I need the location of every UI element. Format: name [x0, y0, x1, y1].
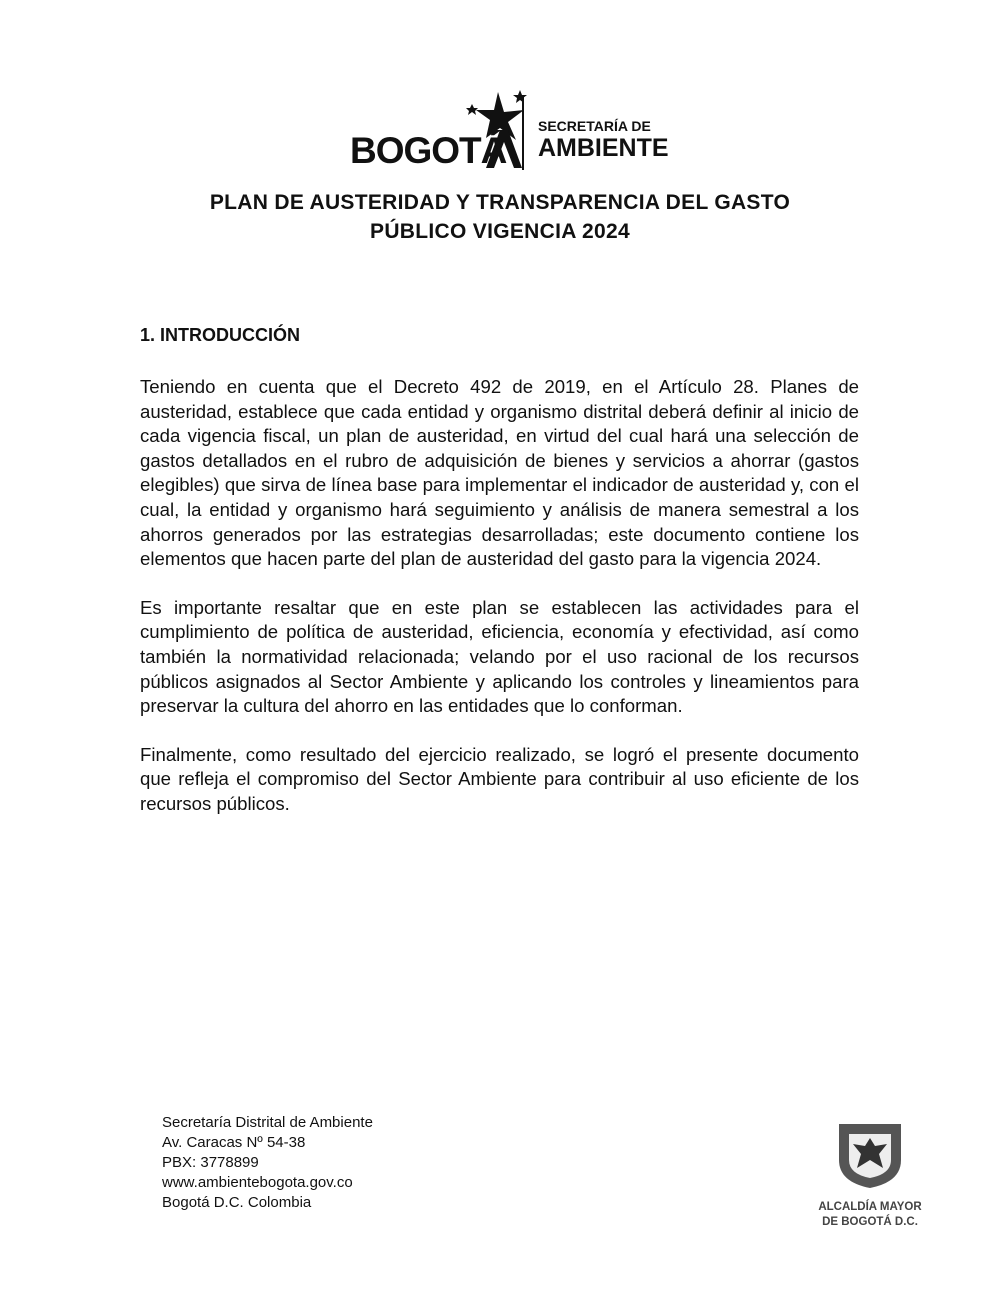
- secretaria-line2: AMBIENTE: [538, 134, 669, 162]
- secretaria-line1: SECRETARÍA DE: [538, 118, 651, 134]
- seal-line1: ALCALDÍA MAYOR: [818, 1201, 922, 1213]
- title-line1: PLAN DE AUSTERIDAD Y TRANSPARENCIA DEL GASTO: [209, 191, 791, 214]
- coat-of-arms-icon: [835, 1120, 905, 1190]
- paragraph: Es importante resaltar que en este plan se establecen las actividades para el cumplimiento de política de austeridad, eficiencia, economía y efectividad, así como también la normatividad relacionada; velando por el uso racional de los recursos públicos asignados al Sector Ambiente y aplicando los controles y lineamientos para preservar la cultura del ahorro en las entidades que lo conforman.: [140, 596, 859, 717]
- section-heading: 1. INTRODUCCIÓN: [140, 325, 301, 345]
- seal-line2: DE BOGOTÁ D.C.: [822, 1216, 918, 1228]
- footer-line: PBX: 3778899: [162, 1154, 259, 1171]
- footer-line: Secretaría Distrital de Ambiente: [162, 1114, 373, 1131]
- alcaldia-label: [800, 1200, 940, 1230]
- footer-line: www.ambientebogota.gov.co: [162, 1174, 353, 1191]
- document-title: [100, 188, 900, 246]
- title-line2: PÚBLICO VIGENCIA 2024: [370, 220, 630, 243]
- footer-line: Bogotá D.C. Colombia: [162, 1194, 312, 1211]
- logo-divider: [522, 95, 524, 170]
- paragraph: Teniendo en cuenta que el Decreto 492 de 2019, en el Artículo 28. Planes de austeridad, establece que cada entidad y organismo distrital deberá definir al inicio de cada vigencia fiscal, un plan de austeridad, en virtud del cual hará una selección de gastos detallados en el rubro de adquisición de bienes y servicios a ahorrar (gastos elegibles) que sirva de línea base para implementar el indicador de austeridad y, con el cual, la entidad y organismo hará seguimiento y análisis de manera semestral a los ahorros generados por las estrategias desarrolladas; este documento contiene los elementos que hacen parte del plan de austeridad del gasto para la vigencia 2024.: [140, 376, 859, 570]
- footer-address: [162, 1113, 373, 1213]
- bogota-ambiente-logo: [350, 90, 669, 175]
- logo-text: BOGOTÁ: [350, 130, 507, 171]
- body-text: [140, 375, 859, 841]
- footer-line: Av. Caracas Nº 54-38: [162, 1134, 306, 1151]
- paragraph: Finalmente, como resultado del ejercicio realizado, se logró el presente documento que refleja el compromiso del Sector Ambiente para contribuir al uso eficiente de los recursos públicos.: [140, 743, 859, 814]
